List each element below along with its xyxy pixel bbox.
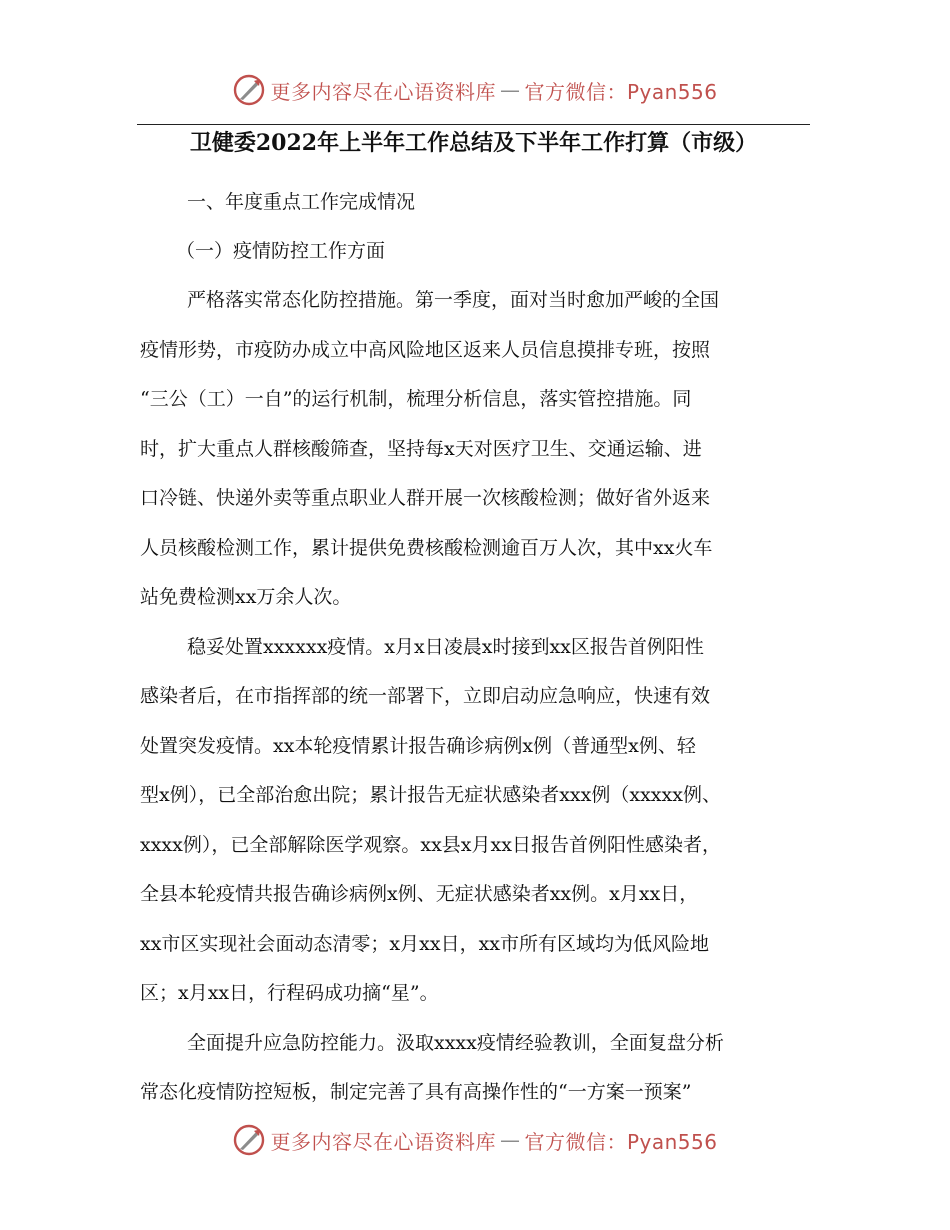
document-title: 卫健委2022年上半年工作总结及下半年工作打算（市级） — [189, 130, 758, 156]
watermark-contact: 官方微信：Pyan556 — [524, 1129, 718, 1154]
paragraph-line: 型x例），已全部治愈出院；累计报告无症状感染者xxx例（xxxxx例、 — [140, 784, 721, 806]
paragraph-line: 疫情形势，市疫防办成立中高风险地区返来人员信息摸排专班，按照 — [140, 338, 711, 361]
watermark-text: 更多内容尽在心语资料库 — [270, 79, 496, 104]
paragraph-line: 站免费检测xx万余人次。 — [140, 586, 352, 608]
paragraph-line: 严格落实常态化防控措施。第一季度，面对当时愈加严峻的全国 — [187, 289, 720, 311]
watermark-banner-bottom — [0, 1120, 950, 1160]
paragraph-line: 全面提升应急防控能力。汲取xxxx疫情经验教训，全面复盘分析 — [187, 1031, 724, 1054]
paragraph-line: xx市区实现社会面动态清零；x月xx日，xx市所有区域均为低风险地 — [140, 932, 710, 955]
quill-logo-icon — [232, 73, 266, 107]
paragraph-line: 时，扩大重点人群核酸筛查，坚持每x天对医疗卫生、交通运输、进 — [140, 437, 702, 460]
paragraph-line: 处置突发疫情。xx本轮疫情累计报告确诊病例x例（普通型x例、轻 — [140, 734, 696, 757]
paragraph-line: 常态化疫情防控短板，制定完善了具有高操作性的“一方案一预案” — [140, 1081, 692, 1103]
watermark-contact: 官方微信：Pyan556 — [524, 79, 718, 104]
paragraph-line: 口冷链、快递外卖等重点职业人群开展一次核酸检测；做好省外返来 — [140, 487, 711, 509]
watermark-separator: — — [499, 78, 521, 102]
paragraph — [140, 1019, 810, 1118]
quill-logo-icon — [232, 1123, 266, 1157]
document-body — [140, 178, 810, 1118]
paragraph-line: 全县本轮疫情共报告确诊病例x例、无症状感染者xx例。x月xx日， — [140, 883, 699, 905]
watermark-banner-top — [0, 70, 950, 110]
subsection-heading: （一）疫情防控工作方面 — [176, 240, 386, 262]
paragraph-line: 感染者后，在市指挥部的统一部署下，立即启动应急响应，快速有效 — [140, 685, 711, 707]
paragraph — [140, 276, 810, 623]
header-rule — [137, 124, 810, 125]
paragraph-line: “三公（工）一自”的运行机制，梳理分析信息，落实管控措施。同 — [140, 388, 692, 410]
paragraph — [140, 623, 810, 1019]
watermark-text: 更多内容尽在心语资料库 — [270, 1129, 496, 1154]
section-heading: 一、年度重点工作完成情况 — [187, 191, 416, 213]
watermark-separator: — — [499, 1128, 521, 1152]
paragraph-line: xxxx例），已全部解除医学观察。xx县x月xx日报告首例阳性感染者， — [140, 833, 721, 856]
paragraph-line: 人员核酸检测工作，累计提供免费核酸检测逾百万人次，其中xx火车 — [140, 536, 713, 559]
paragraph-line: 稳妥处置xxxxxx疫情。x月x日凌晨x时接到xx区报告首例阳性 — [187, 635, 704, 658]
paragraph-line: 区；x月xx日，行程码成功摘“星”。 — [140, 982, 439, 1004]
